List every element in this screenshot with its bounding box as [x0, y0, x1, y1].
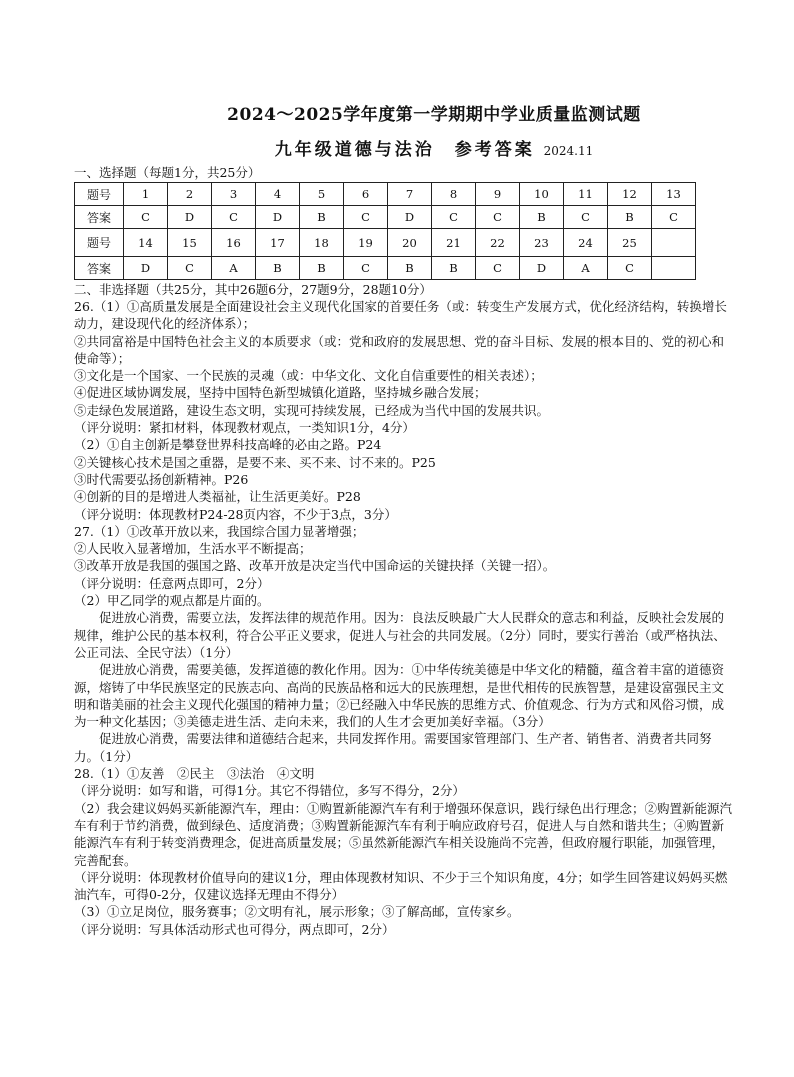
question-number-cell: 7 — [388, 183, 432, 206]
answer-cell: C — [564, 206, 608, 229]
answer-cell: C — [432, 206, 476, 229]
scoring-note: （评分说明：体现教材P24-28页内容，不少于3点，3分） — [74, 506, 397, 522]
subtitle-date: 2024.11 — [543, 144, 594, 158]
question-number-cell: 6 — [344, 183, 388, 206]
answer-paragraph: 促进放心消费，需要立法，发挥法律的规范作用。因为：良法反映最广大人民群众的意志和利益，反映社会发展的规律，维护公民的基本权利，符合公平正义要求，促进人与社会的共同发展。（2分）同时，要实行善治（或严格执法、公正司法、全民守法）（1分） — [74, 610, 726, 660]
answer-cell: B — [520, 206, 564, 229]
answer-cell: C — [344, 257, 388, 280]
row-label: 题号 — [75, 183, 124, 206]
row-label: 答案 — [75, 257, 124, 280]
answer-line: ④促进区域协调发展，坚持中国特色新型城镇化道路，坚持城乡融合发展； — [74, 385, 487, 401]
question-number-cell: 24 — [564, 229, 608, 257]
document-subtitle — [74, 135, 794, 160]
scoring-note: （评分说明：写具体活动形式也可得分，两点即可，2分） — [74, 921, 395, 937]
question-number-cell: 14 — [124, 229, 168, 257]
question-number-cell: 12 — [608, 183, 652, 206]
answer-cell: C — [344, 206, 388, 229]
question-number-cell: 1 — [124, 183, 168, 206]
question-number-cell: 2 — [168, 183, 212, 206]
answer-cell — [652, 257, 696, 280]
row-label: 题号 — [75, 229, 124, 257]
answer-cell: D — [520, 257, 564, 280]
question-number-cell: 11 — [564, 183, 608, 206]
answer-line: ②共同富裕是中国特色社会主义的本质要求（或：党和政府的发展思想、党的奋斗目标、发展的根本目的、党的初心和使命等）； — [74, 333, 725, 366]
answer-paragraph: 促进放心消费，需要美德，发挥道德的教化作用。因为：①中华传统美德是中华文化的精髓，蕴含着丰富的道德资源，熔铸了中华民族坚定的民族志向、高尚的民族品格和远大的民族理想，是世代相传的民族智慧，是建设富强民主文明和谐美丽的社会主义现代化强国的精神力量；②已经融入中华民族的思维方式、价值观念、行为方式和风俗习惯，成为一种文化基因；③美德走进生活、走向未来，我们的人生才会更加美好幸福。（3分） — [74, 662, 725, 730]
answer-line: ②关键核心技术是国之重器，是要不来、买不来、讨不来的。P25 — [74, 454, 436, 470]
answer-line: （2）①自主创新是攀登世界科技高峰的必由之路。P24 — [74, 437, 382, 453]
answer-cell: D — [168, 206, 212, 229]
answer-cell: C — [212, 206, 256, 229]
answer-line: ④创新的目的是增进人类福祉，让生活更美好。P28 — [74, 489, 361, 505]
scoring-note: （评分说明：如写和谐，可得1分。其它不得错位，多写不得分，2分） — [74, 783, 465, 799]
question-number-cell: 19 — [344, 229, 388, 257]
question-number-cell: 18 — [300, 229, 344, 257]
table-row — [75, 206, 696, 229]
answer-line: ②人民收入显著增加，生活水平不断提高； — [74, 541, 312, 557]
section-essay-heading: 二、非选择题（共25分，其中26题6分，27题9分，28题10分） — [74, 282, 432, 297]
answer-cell: D — [388, 206, 432, 229]
question-number-cell: 13 — [652, 183, 696, 206]
answer-cell: B — [300, 257, 344, 280]
answer-line: 26.（1）①高质量发展是全面建设社会主义现代化国家的首要任务（或：转变生产发展方式，优化经济结构，转换增长动力，建设现代化的经济体系）； — [74, 299, 727, 332]
section-choice-heading: 一、选择题（每题1分，共25分） — [74, 165, 261, 180]
scoring-note: （评分说明：紧扣材料，体现教材观点，一类知识1分，4分） — [74, 420, 415, 436]
choice-answer-table — [74, 182, 696, 280]
subtitle-text: 九年级道德与法治 参考答案 — [274, 140, 535, 160]
question-number-cell: 17 — [256, 229, 300, 257]
question-number-cell: 3 — [212, 183, 256, 206]
answer-paragraph: （2）我会建议妈妈买新能源汽车，理由：①购置新能源汽车有利于增强环保意识，践行绿色出行理念；②购置新能源汽车有利于节约消费，做到绿色、适度消费；③购置新能源汽车有利于响应政府号召，促进人与自然和谐共生；④购置新能源汽车有利于转变消费理念，促进高质量发展；⑤虽然新能源汽车相关设施尚不完善，但政府履行职能，加强管理，完善配套。 — [74, 800, 732, 868]
question-number-cell: 4 — [256, 183, 300, 206]
answer-cell: B — [300, 206, 344, 229]
question-number-cell: 25 — [608, 229, 652, 257]
row-label: 答案 — [75, 206, 124, 229]
question-number-cell: 5 — [300, 183, 344, 206]
answer-line: （3）①立足岗位，服务赛事；②文明有礼，展示形象；③了解高邮，宣传家乡。 — [74, 904, 520, 920]
question-number-cell: 15 — [168, 229, 212, 257]
question-number-cell: 22 — [476, 229, 520, 257]
answer-line: ③改革开放是我国的强国之路、改革开放是决定当代中国命运的关键抉择（关键一招）。 — [74, 558, 556, 574]
answer-cell: B — [432, 257, 476, 280]
question-number-cell: 20 — [388, 229, 432, 257]
answer-cell: C — [124, 206, 168, 229]
answer-cell: B — [388, 257, 432, 280]
question-number-cell: 23 — [520, 229, 564, 257]
answer-cell: A — [212, 257, 256, 280]
answer-line: （2）甲乙同学的观点都是片面的。 — [74, 593, 270, 609]
question-number-cell: 16 — [212, 229, 256, 257]
answer-cell: D — [124, 257, 168, 280]
question-number-cell: 10 — [520, 183, 564, 206]
answer-cell: C — [168, 257, 212, 280]
table-row — [75, 257, 696, 280]
question-number-cell — [652, 229, 696, 257]
answer-cell: A — [564, 257, 608, 280]
answer-line: ⑤走绿色发展道路，建设生态文明，实现可持续发展，已经成为当代中国的发展共识。 — [74, 402, 550, 418]
answer-body — [74, 298, 734, 938]
question-number-cell: 21 — [432, 229, 476, 257]
answer-cell: C — [652, 206, 696, 229]
answer-line: 27.（1）①改革开放以来，我国综合国力显著增强； — [74, 523, 365, 539]
answer-cell: D — [256, 206, 300, 229]
scoring-note: （评分说明：任意两点即可，2分） — [74, 575, 270, 591]
answer-line: 28.（1）①友善 ②民主 ③法治 ④文明 — [74, 766, 315, 782]
answer-cell: C — [476, 206, 520, 229]
answer-line: ③时代需要弘扬创新精神。P26 — [74, 471, 249, 487]
question-number-cell: 8 — [432, 183, 476, 206]
answer-line: ③文化是一个国家、一个民族的灵魂（或：中华文化、文化自信重要性的相关表述）； — [74, 368, 543, 384]
scoring-note: （评分说明：体现教材价值导向的建议1分，理由体现教材知识、不少于三个知识角度，4分；如学生回答建议妈妈买燃油汽车，可得0-2分，仅建议选择无理由不得分） — [74, 869, 728, 903]
document-title: 2024～2025学年度第一学期期中学业质量监测试题 — [227, 105, 641, 125]
answer-cell: B — [608, 206, 652, 229]
table-row — [75, 183, 696, 206]
answer-cell: B — [256, 257, 300, 280]
answer-cell: C — [476, 257, 520, 280]
answer-cell: C — [608, 257, 652, 280]
answer-paragraph: 促进放心消费，需要法律和道德结合起来，共同发挥作用。需要国家管理部门、生产者、销售者、消费者共同努力。（1分） — [74, 731, 712, 764]
question-number-cell: 9 — [476, 183, 520, 206]
table-row — [75, 229, 696, 257]
